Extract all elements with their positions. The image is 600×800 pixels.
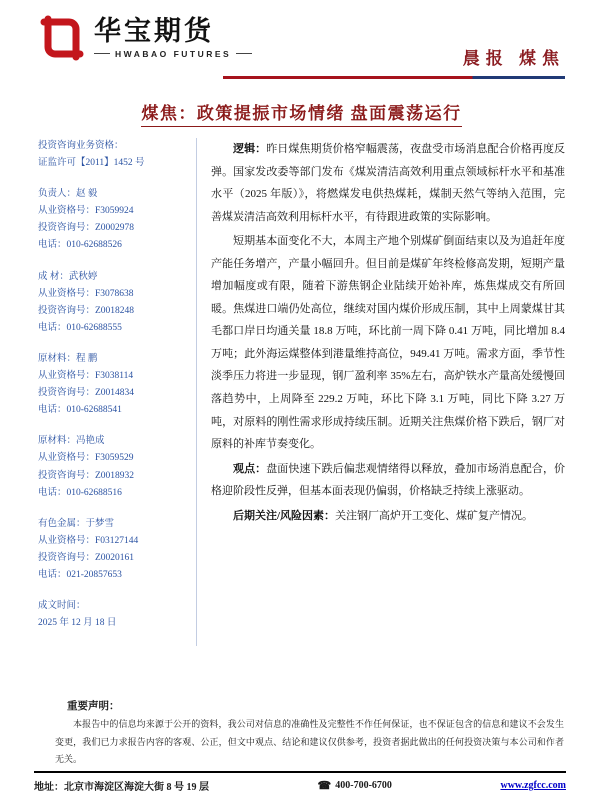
brand-text — [94, 17, 252, 59]
contact-reg-no: 从业资格号：F03127144 — [38, 535, 139, 546]
qualification-label: 投资咨询业务资格： — [38, 141, 124, 151]
contact-role: 有色金属：于梦雪 — [38, 518, 115, 529]
contact-block — [38, 516, 188, 584]
paragraph-risk-factors — [211, 505, 565, 528]
header-divider — [223, 76, 565, 79]
website-link[interactable]: www.zgfcc.com — [500, 780, 566, 791]
footer — [34, 771, 566, 793]
qualification-value: 证监许可【2011】1452 号 — [38, 158, 145, 169]
contact-advisory-no: 投资咨询号：Z0018248 — [38, 305, 135, 316]
contact-role: 负责人：赵 毅 — [38, 189, 98, 200]
contact-block — [38, 186, 188, 254]
hwabao-logo-icon — [38, 14, 86, 62]
disclaimer-text: 本报告中的信息均来源于公开的资料，我公司对信息的准确性及完整性不作任何保证，也不保证包含的信息和建议不会发生变更，我们已力求报告内容的客观、公正，但文中观点、结论和建议仅供参考，投资者据此做出的任何投资决策与本公司和作者无关。 — [55, 719, 564, 765]
footer-phone — [318, 779, 392, 792]
date-label: 成文时间： — [38, 601, 86, 612]
contact-phone: 电话：021-20857653 — [38, 569, 122, 580]
header — [38, 14, 565, 69]
decorative-line-left — [94, 53, 110, 54]
sidebar — [38, 138, 197, 646]
decorative-line-right — [236, 53, 252, 54]
paragraph-text: 昨日煤焦期货价格窄幅震荡，夜盘受市场消息配合价格再度反弹。国家发改委等部门发布《煤炭清洁高效利用重点领域标杆水平和基准水平（2025 年版）》，将燃煤发电供热煤耗，煤制天然气等纳入范围，完善煤炭清洁高效利用标杆水平，有待跟进政策的实际影响。 — [211, 143, 566, 223]
contact-block — [38, 433, 188, 501]
disclaimer-title: 重要声明： — [67, 701, 120, 712]
footer-address: 地址：北京市海淀区海淀大街 8 号 19 层 — [34, 782, 209, 793]
brand — [38, 14, 252, 62]
contact-reg-no: 从业资格号：F3078638 — [38, 288, 134, 299]
paragraph-fundamentals — [211, 230, 565, 455]
phone-icon: ☎ — [317, 780, 332, 792]
contact-block — [38, 351, 188, 419]
disclaimer — [55, 698, 564, 769]
report-body — [197, 138, 565, 646]
contact-phone: 电话：010-62688541 — [38, 405, 122, 416]
contact-reg-no: 从业资格号：F3059529 — [38, 453, 134, 464]
contact-phone: 电话：010-62688526 — [38, 240, 122, 251]
contact-advisory-no: 投资咨询号：Z0002978 — [38, 223, 135, 234]
contact-phone: 电话：010-62688516 — [38, 487, 122, 498]
page-title-text: 煤焦：政策提振市场情绪 盘面震荡运行 — [141, 104, 461, 127]
contact-advisory-no: 投资咨询号：Z0020161 — [38, 552, 135, 563]
footer-phone-number: 400-700-6700 — [335, 780, 392, 791]
page-title — [38, 99, 565, 124]
paragraph-text: 关注钢厂高炉开工变化、煤矿复产情况。 — [335, 509, 534, 522]
paragraph-logic — [211, 138, 565, 228]
contact-advisory-no: 投资咨询号：Z0014834 — [38, 388, 135, 399]
date-block — [38, 598, 188, 632]
contact-advisory-no: 投资咨询号：Z0018932 — [38, 470, 135, 481]
report-type: 晨报 煤焦 — [462, 49, 565, 68]
contact-reg-no: 从业资格号：F3059924 — [38, 206, 134, 217]
paragraph-label: 观点： — [233, 462, 267, 475]
contact-role: 原材料：程 鹏 — [38, 353, 98, 364]
contact-phone: 电话：010-62688555 — [38, 322, 122, 333]
main-columns — [38, 138, 565, 646]
company-name-en: HWABAO FUTURES — [115, 48, 232, 59]
paragraph-text: 盘面快速下跌后偏悲观情绪得以释放，叠加市场消息配合，价格迎阶段性反弹，但基本面表现仍偏弱，价格缺乏持续上涨驱动。 — [211, 462, 566, 498]
company-name: 华宝期货 — [94, 16, 214, 47]
paragraph-viewpoint — [211, 458, 565, 503]
date-value: 2025 年 12 月 18 日 — [38, 618, 117, 629]
contact-reg-no: 从业资格号：F3038114 — [38, 371, 134, 382]
contact-block — [38, 269, 188, 337]
contact-role: 原材料：冯艳成 — [38, 436, 105, 447]
contact-role: 成 材：武秋婷 — [38, 271, 98, 282]
paragraph-label: 后期关注/风险因素： — [233, 509, 336, 522]
paragraph-text: 短期基本面变化不大，本周主产地个别煤矿倒面结束以及为追赶年度产能任务增产，产量小幅回升。但目前是煤矿年终检修高发期，短期产量增加幅度或有限，随着下游焦钢企业陆续开始补库，炼焦煤成交有所回暖。焦煤进口端仍处高位，继续对国内煤价形成压制，其中上周蒙煤甘其毛都口岸日均通关量 18.8 万吨，环比前一周下降 0.41 万吨，同比增加 8.4 万吨；此外海运煤整体到港量维持高位，949.41 万吨。需求方面，季节性淡季压力将进一步显现，钢厂盈利率 35%左右，高炉铁水产量高处缓慢回落趋势中，上周降至 229.2 万吨，环比下降 3.1 万吨，同比下降 3.27 万吨，对原料的刚性需求形成持续压制。近期关注焦煤价格下跌后，钢厂对原料的补库节奏变化。 — [211, 235, 565, 451]
paragraph-label: 逻辑： — [233, 143, 267, 155]
qualification-block — [38, 138, 188, 172]
company-name-en-row — [94, 49, 252, 59]
